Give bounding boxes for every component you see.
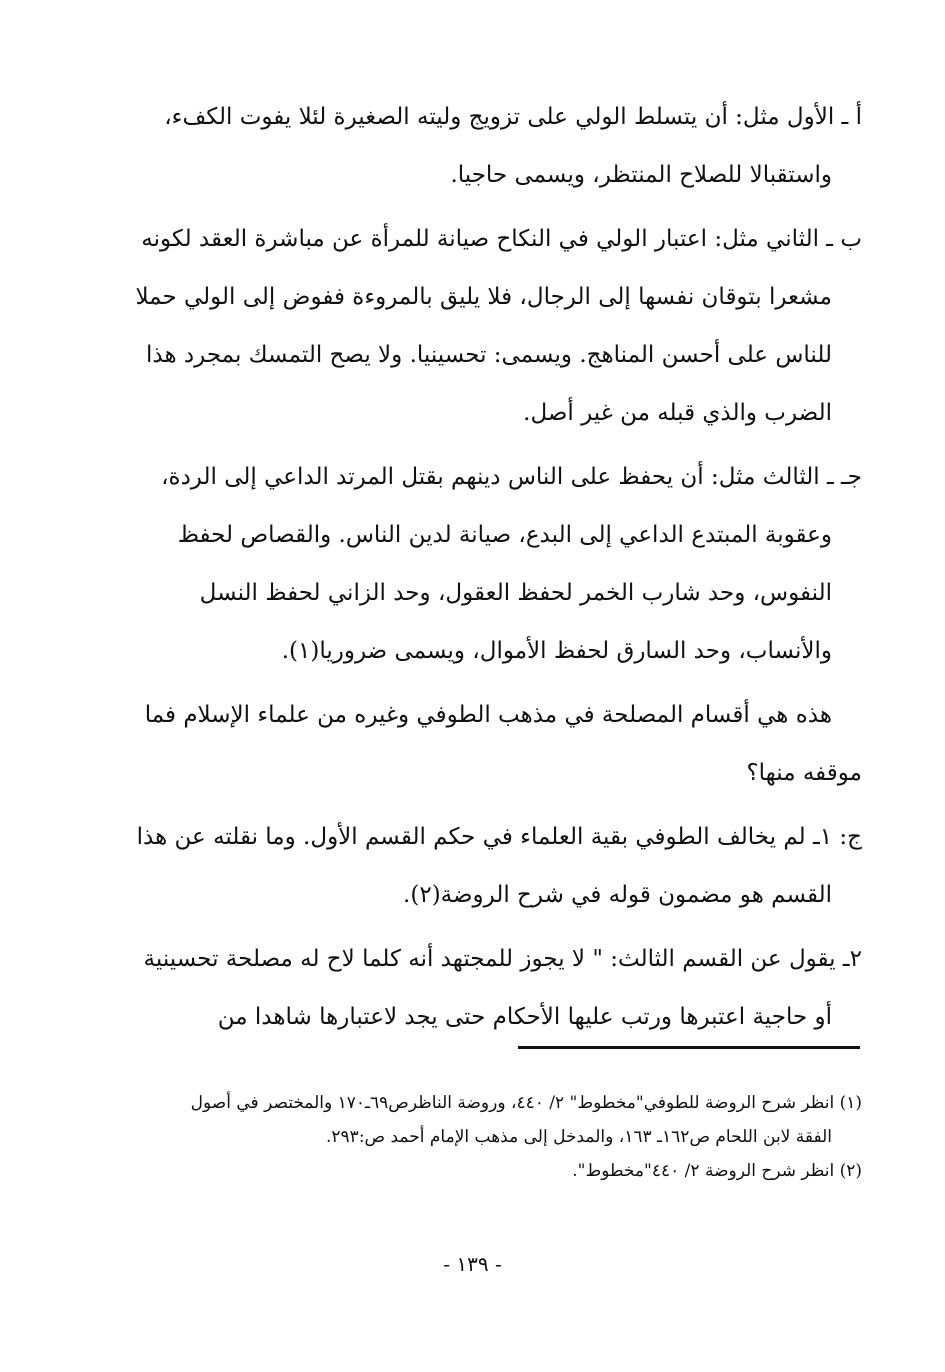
- paragraph-answer-2-line-2: أو حاجية اعتبرها ورتب عليها الأحكام حتى يجد لاعتبارها شاهدا من: [217, 1004, 832, 1030]
- page-number: - ١٣٩ -: [443, 1252, 502, 1276]
- paragraph-b-line-3: للناس على أحسن المناهج. ويسمى: تحسينيا. ولا يصح التمسك بمجرد هذا: [145, 342, 832, 368]
- paragraph-c: [130, 448, 862, 680]
- footnotes: [130, 1086, 862, 1188]
- paragraph-a: [130, 88, 862, 204]
- footnote-1-line-2: الفقة لابن اللحام ص١٦٢ـ ١٦٣، والمدخل إلى مذهب الإمام أحمد ص:٢٩٣.: [326, 1127, 832, 1147]
- paragraph-c-line-1: جـ ـ الثالث مثل: أن يحفظ على الناس دينهم بقتل المرتد الداعي إلى الردة،: [161, 464, 862, 490]
- footnote-1-line-1: (١) انظر شرح الروضة للطوفي"مخطوط" ٢/ ٤٤٠، وروضة الناظرص٦٩ـ١٧٠ والمختصر في أصول: [190, 1093, 862, 1113]
- paragraph-a-line-1: أ ـ الأول مثل: أن يتسلط الولي على تزويج وليته الصغيرة لئلا يفوت الكفء،: [164, 104, 862, 130]
- paragraph-question-line-2: موقفه منها؟: [746, 760, 862, 786]
- paragraph-b: [130, 210, 862, 442]
- paragraph-c-line-3: النفوس، وحد شارب الخمر لحفظ العقول، وحد الزاني لحفظ النسل: [199, 580, 832, 606]
- paragraph-answer-2: [130, 930, 862, 1046]
- main-text: [130, 88, 862, 1048]
- paragraph-b-line-2: مشعرا بتوقان نفسها إلى الرجال، فلا يليق بالمروءة ففوض إلى الولي حملا: [135, 284, 832, 310]
- paragraph-b-line-1: ب ـ الثاني مثل: اعتبار الولي في النكاح صيانة للمرأة عن مباشرة العقد لكونه: [141, 226, 862, 252]
- paragraph-answer-1-line-2: القسم هو مضمون قوله في شرح الروضة(٢).: [403, 882, 832, 908]
- paragraph-c-line-2: وعقوبة المبتدع الداعي إلى البدع، صيانة لدين الناس. والقصاص لحفظ: [177, 522, 832, 548]
- paragraph-a-line-2: واستقبالا للصلاح المنتظر، ويسمى حاجيا.: [450, 162, 832, 188]
- paragraph-answer-2-line-1: ٢ـ يقول عن القسم الثالث: " لا يجوز للمجتهد أنه كلما لاح له مصلحة تحسينية: [143, 946, 862, 972]
- footnote-2-line-1: (٢) انظر شرح الروضة ٢/ ٤٤٠"مخطوط".: [572, 1161, 862, 1181]
- paragraph-answer-1-line-1: ج: ١ـ لم يخالف الطوفي بقية العلماء في حكم القسم الأول. وما نقلته عن هذا: [136, 824, 862, 850]
- paragraph-question-line-1: هذه هي أقسام المصلحة في مذهب الطوفي وغيره من علماء الإسلام فما: [144, 702, 832, 728]
- paragraph-question: [130, 686, 862, 802]
- paragraph-c-line-4: والأنساب، وحد السارق لحفظ الأموال، ويسمى ضروريا(١).: [281, 638, 832, 664]
- paragraph-b-line-4: الضرب والذي قبله من غير أصل.: [523, 400, 832, 426]
- footnote-separator: [518, 1046, 860, 1049]
- footnote-1: [130, 1086, 862, 1154]
- footnote-2: [130, 1154, 862, 1188]
- paragraph-answer-1: [130, 808, 862, 924]
